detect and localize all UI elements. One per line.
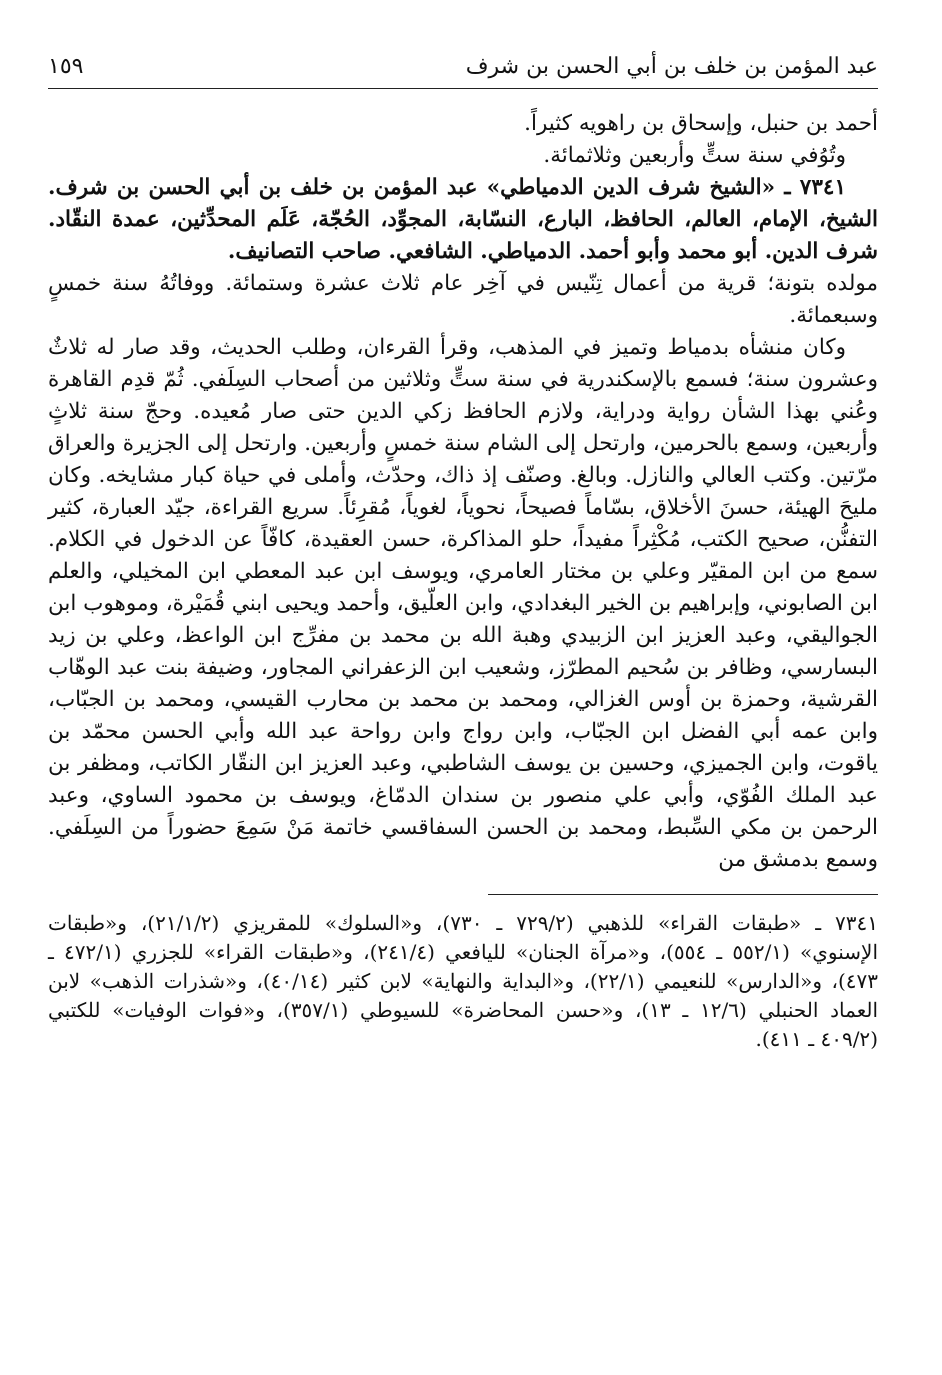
paragraph-death-year: وتُوُفي سنة ستٍّ وأربعين وثلاثمائة.: [543, 143, 846, 168]
page-number: ١٥٩: [48, 54, 84, 79]
running-head: [48, 52, 878, 88]
footnotes: [48, 909, 878, 1054]
header-divider: [48, 88, 878, 89]
running-title: عبد المؤمن بن خلف بن أبي الحسن بن شرف: [465, 54, 878, 79]
book-page: [48, 52, 878, 1352]
paragraph-continuation: أحمد بن حنبل، وإسحاق بن راهويه كثيراً.: [524, 111, 878, 136]
footnote-sources: ٧٣٤١ ـ «طبقات القراء» للذهبي (٧٢٩/٢ ـ ٧٣٠)، و«السلوك» للمقريزي (٢١/١/٢)، و«طبقات الإسنوي» (٥٥٢/١ ـ ٥٥٤)، و«مرآة الجنان» لليافعي (٢٤١/٤)، و«طبقات القراء» للجزري (٤٧٢/١ ـ ٤٧٣)، و«الدارس» للنعيمي (٢٢/١)، و«البداية والنهاية» لابن كثير (٤٠/١٤)، و«شذرات الذهب» لابن العماد الحنبلي (١٢/٦ ـ ١٣)، و«حسن المحاضرة» للسيوطي (٣٥٧/١)، و«فوات الوفيات» للكتبي (٤٠٩/٢ ـ ٤١١).: [48, 911, 879, 1051]
paragraph-biography: وكان منشأه بدمياط وتميز في المذهب، وقرأ القرءان، وطلب الحديث، وقد صار له ثلاثٌ وعشرون سنة؛ فسمع بالإسكندرية في سنة ستٍّ وثلاثين من أصحاب السِلَفي. ثُمّ قدِم القاهرة وعُني بهذا الشأن رواية ودراية، ولازم الحافظ زكي الدين حتى صار مُعيده. وحجّ سنة ثلاثٍ وأربعين، وسمع بالحرمين، وارتحل إلى الشام سنة خمسٍ وأربعين. وارتحل إلى الجزيرة والعراق مرّتين. وكتب العالي والنازل. وبالغ. وصنّف إذ ذاك، وحدّث، وأملى في حياة كبار مشايخه. وكان مليحَ الهيئة، حسنَ الأخلاق، بسّاماً فصيحاً، نحوياً، لغوياً، مُقرِئاً. سريع القراءة، جيّد العبارة، كثير التفنُّن، صحيح الكتب، مُكْثِراً مفيداً، حلو المذاكرة، حسن العقيدة، كافّاً عن الدخول في الكلام. سمع من ابن المقيّر وعلي بن مختار العامري، ويوسف ابن عبد المعطي ابن المخيلي، والعلم ابن الصابوني، وإبراهيم بن الخير البغدادي، وابن العلّيق، وأحمد ويحيى ابني قُمَيْرة، وموهوب ابن الجواليقي، وعبد العزيز ابن الزبيدي وهبة الله بن محمد بن مفرِّج ابن الواعظ، وعلي بن زيد البسارسي، وظافر بن سُحيم المطرّز، وشعيب ابن الزعفراني المجاور، وضيفة بنت عبد الوهّاب القرشية، وحمزة بن أوس الغزالي، ومحمد بن محمد بن محارب القيسي، ومحمد بن الجبّاب، وابن عمه أبي الفضل ابن الجبّاب، وابن رواج وابن رواحة عبد الله وأبي الحسن محمّد بن ياقوت، وابن الجميزي، وحسين بن يوسف الشاطبي، وعبد العزيز ابن النقّار الكاتب، ومظفر بن عبد الملك الفُوّي، وأبي علي منصور بن سندان الدمّاغ، ويوسف بن محمود الساوي، وعبد الرحمن بن مكي السِّبط، ومحمد بن الحسن السفاقسي خاتمة مَنْ سَمِعَ حضوراً من السِلَفي. وسمع بدمشق من: [48, 335, 878, 872]
footnote-divider: [488, 894, 878, 895]
entry-heading: ٧٣٤١ ـ «الشيخ شرف الدين الدمياطي» عبد المؤمن بن خلف بن أبي الحسن بن شرف. الشيخ، الإمام، العالم، الحافظ، البارع، النسّابة، المجوِّد، الحُجّة، عَلَم المحدِّثين، عمدة النقّاد. شرف الدين. أبو محمد وأبو أحمد. الدمياطي. الشافعي. صاحب التصانيف.: [48, 175, 878, 264]
paragraph-birth: مولده بتونة؛ قرية من أعمال تِنّيس في آخِر عام ثلاث عشرة وستمائة. ووفاتُهُ سنة خمسٍ وسبعمائة.: [48, 271, 878, 328]
main-text: [48, 108, 878, 876]
